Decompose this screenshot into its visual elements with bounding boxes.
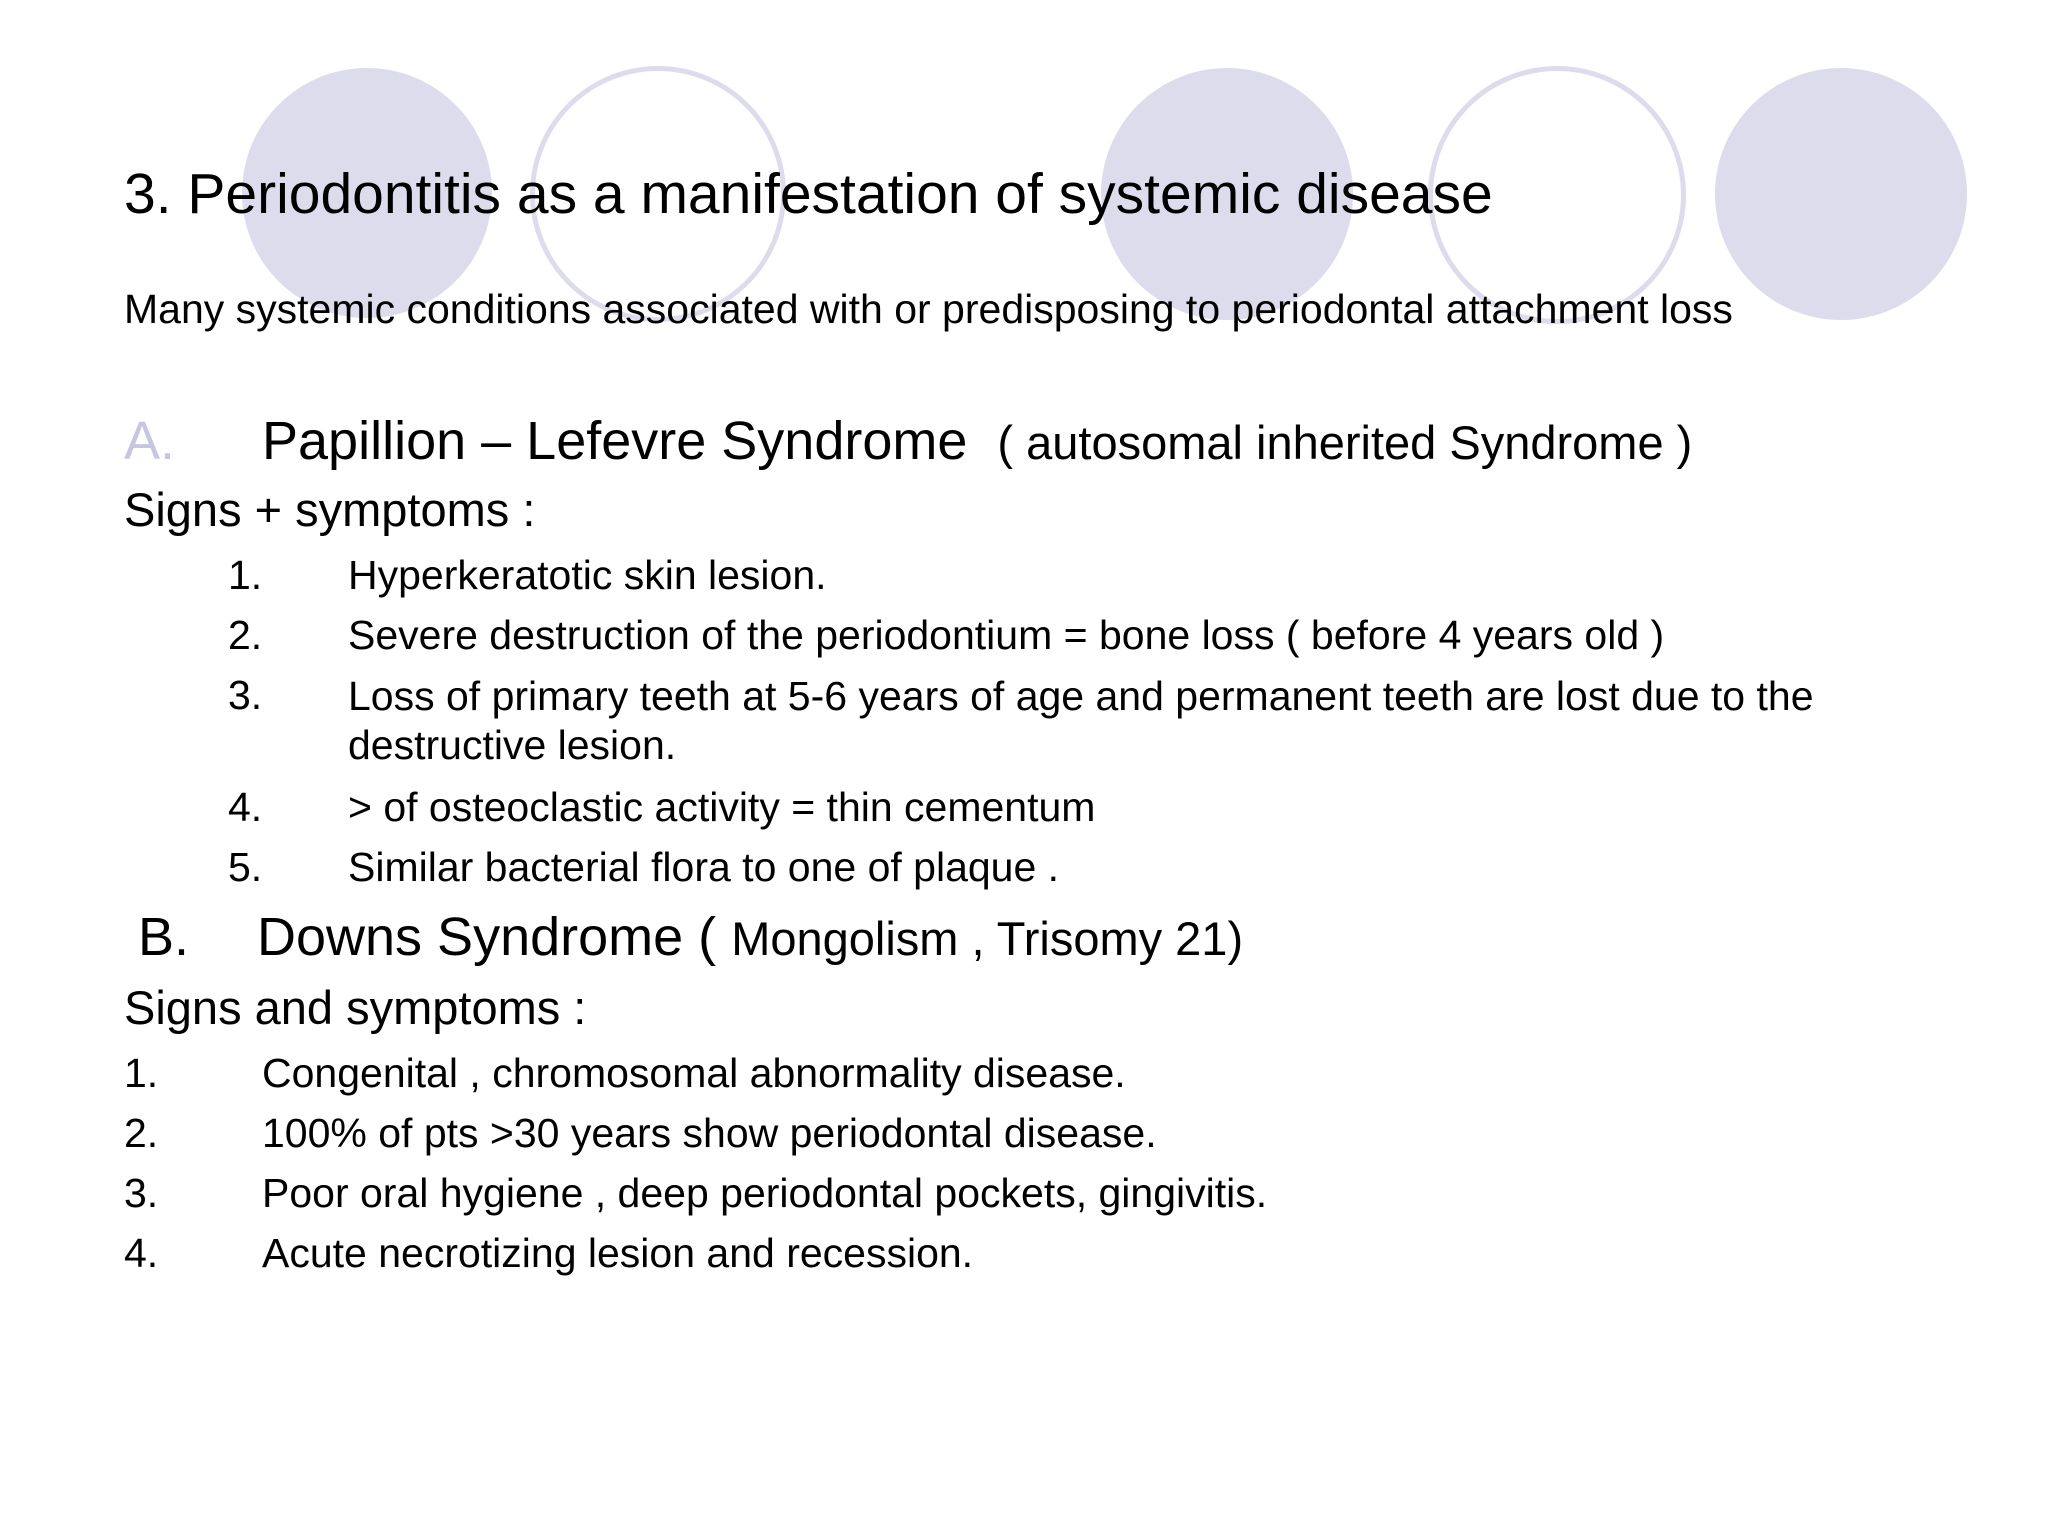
section-a-item-text: Severe destruction of the periodontium = bone loss ( before 4 years old ) bbox=[348, 612, 1665, 658]
section-b-item-text: Poor oral hygiene , deep periodontal pockets, gingivitis. bbox=[262, 1170, 1268, 1216]
section-b-heading bbox=[257, 906, 1243, 968]
section-b-letter: B. bbox=[138, 907, 190, 967]
section-a-item-number: 5. bbox=[228, 844, 263, 890]
section-a-letter: A. bbox=[124, 411, 176, 471]
section-b-item-text: Congenital , chromosomal abnormality disease. bbox=[262, 1050, 1126, 1096]
section-a-item-text: Loss of primary teeth at 5-6 years of age and permanent teeth are lost due to the destructive lesion. bbox=[348, 673, 1814, 769]
section-b-title: Downs Syndrome ( bbox=[257, 907, 717, 967]
section-a-subtitle: ( autosomal inherited Syndrome ) bbox=[997, 416, 1693, 469]
slide-title: 3. Periodontitis as a manifestation of systemic disease bbox=[124, 162, 1493, 226]
section-a-item-text: Similar bacterial flora to one of plaque . bbox=[348, 844, 1060, 890]
section-a-item-number: 4. bbox=[228, 784, 263, 830]
section-b-item-text: Acute necrotizing lesion and recession. bbox=[262, 1230, 974, 1276]
section-b-subtitle: Mongolism , Trisomy 21) bbox=[731, 912, 1244, 965]
section-b-item-text: 100% of pts >30 years show periodontal disease. bbox=[262, 1110, 1157, 1156]
section-b-item-number: 2. bbox=[124, 1110, 159, 1156]
section-a-title: Papillion – Lefevre Syndrome bbox=[262, 411, 968, 471]
section-b-item-number: 4. bbox=[124, 1230, 159, 1276]
intro-text: Many systemic conditions associated with or predisposing to periodontal attachment loss bbox=[124, 286, 1733, 332]
section-a-signs-label: Signs + symptoms : bbox=[124, 483, 536, 536]
section-a-item-text: > of osteoclastic activity = thin cementum bbox=[348, 784, 1096, 830]
section-a-item-text: Hyperkeratotic skin lesion. bbox=[348, 552, 827, 598]
section-a-item-number: 1. bbox=[228, 552, 263, 598]
section-a-item-number: 3. bbox=[228, 672, 263, 718]
section-a-heading bbox=[262, 410, 1692, 472]
section-a-item-number: 2. bbox=[228, 612, 263, 658]
section-b-item-number: 3. bbox=[124, 1170, 159, 1216]
section-b-signs-label: Signs and symptoms : bbox=[124, 981, 587, 1034]
section-b-item-number: 1. bbox=[124, 1050, 159, 1096]
